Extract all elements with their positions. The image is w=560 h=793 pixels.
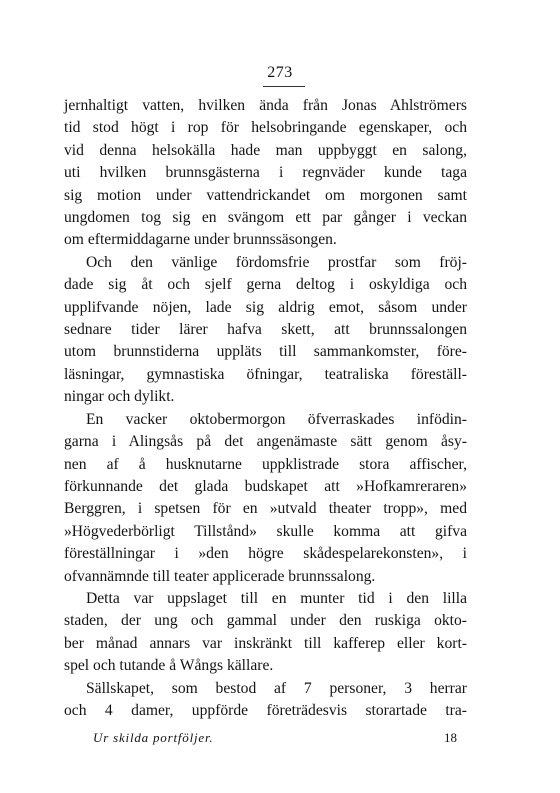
signature-mark: 18	[444, 730, 457, 745]
text-line: ber månad annars var inskränkt till kafferep eller kort-	[64, 634, 467, 652]
text-line: utom brunnstiderna uppläts till sammankomster, före-	[64, 343, 467, 361]
text-line: Sällskapet, som bestod af 7 personer, 3 herrar	[86, 679, 467, 697]
text-line: garna i Alingsås på det angenämaste sätt genom åsy-	[64, 433, 467, 451]
text-line: Berggren, i spetsen för en »utvald theater tropp», med	[64, 500, 467, 518]
text-line: tid stod högt i rop för helsobringande egenskaper, och	[64, 119, 467, 137]
text-line: och 4 damer, uppförde företrädesvis storartade tra-	[64, 701, 467, 719]
text-line: uti hvilken brunnsgästerna i regnväder kunde taga	[64, 164, 467, 182]
text-line: vid denna helsokälla hade man uppbyggt en salong,	[64, 141, 467, 159]
page-number-rule	[263, 86, 305, 87]
page-number: 273	[267, 64, 293, 81]
text-line: jernhaltigt vatten, hvilken ända från Jonas Ahlströmers	[64, 97, 467, 114]
text-line: upplifvande nöjen, lade sig aldrig emot, såsom under	[64, 298, 467, 316]
text-line: dade sig åt och sjelf gerna deltog i oskyldiga och	[64, 276, 467, 294]
body-text	[64, 95, 467, 722]
text-line: ningar och dylikt.	[64, 388, 175, 406]
text-line: »Högvederbörligt Tillstånd» skulle komma att gifva	[64, 522, 467, 540]
text-line: om eftermiddagarne under brunnssäsongen.	[64, 231, 337, 249]
text-line: staden, der ung och gammal under den ruskiga okto-	[64, 612, 467, 630]
footer-title: Ur skilda portföljer.	[93, 730, 214, 745]
text-line: förkunnande det glada budskapet att »Hofkamreraren»	[64, 477, 467, 495]
text-line: En vacker oktobermorgon öfverraskades infödin-	[86, 410, 467, 428]
text-line: nen af å husknutarne uppklistrade stora affischer,	[64, 455, 467, 473]
page-footer	[93, 730, 457, 746]
text-line: läsningar, gymnastiska öfningar, teatraliska föreställ-	[64, 365, 467, 383]
text-line: föreställningar i »den högre skådespelarekonsten», i	[64, 545, 467, 563]
text-line: ungdomen tog sig en svängom ett par gånger i veckan	[64, 209, 467, 227]
text-line: Och den vänlige fördomsfrie prostfar som fröj-	[86, 253, 467, 271]
text-line: spel och tutande å Wångs källare.	[64, 657, 274, 675]
text-line: sig motion under vattendrickandet om morgonen samt	[64, 186, 467, 204]
text-line: sednare tider lärer hafva skett, att brunnssalongen	[64, 321, 467, 339]
text-line: Detta var uppslaget till en munter tid i den lilla	[86, 589, 467, 607]
text-line: ofvannämnde till teater applicerade brunnssalong.	[64, 567, 376, 585]
